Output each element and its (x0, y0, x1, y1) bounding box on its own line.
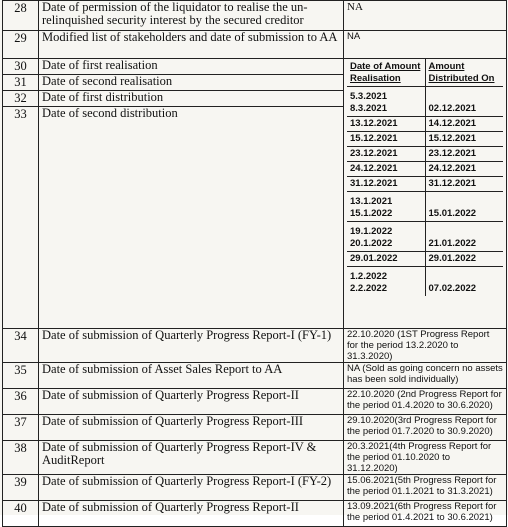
realisation-date-line: 2.2.2022 (350, 283, 387, 294)
distribution-row (347, 222, 503, 252)
distribution-date: 23.12.2021 (425, 147, 503, 162)
row-description: Date of submission of Quarterly Progress Report-I (FY-2) (39, 475, 344, 501)
realisation-date (347, 87, 425, 117)
row-number: 37 (3, 415, 39, 441)
table-row (3, 31, 507, 59)
distribution-date: 29.01.2022 (425, 252, 503, 267)
table-row (3, 1, 507, 31)
distribution-date: 21.01.2022 (425, 222, 503, 252)
table-row (3, 501, 507, 527)
distribution-date: 31.12.2021 (425, 177, 503, 192)
distribution-date: 24.12.2021 (425, 162, 503, 177)
row-number: 39 (3, 475, 39, 501)
header-distributed: Amount Distributed On (425, 59, 503, 87)
realisation-date (347, 117, 425, 132)
row-description: Date of submission of Quarterly Progress Report-II (39, 389, 344, 415)
realisation-date-line: 31.12.2021 (350, 178, 398, 189)
distribution-date: 14.12.2021 (425, 117, 503, 132)
row-number: 31 (3, 75, 39, 91)
realisation-date-line: 19.1.2022 (350, 226, 393, 237)
distribution-row (347, 147, 503, 162)
distribution-row (347, 117, 503, 132)
row-value: 22.10.2020 (1ST Progress Report for the period 13.2.2020 to 31.3.2020) (344, 329, 507, 363)
realisation-date-line: 15.1.2022 (350, 208, 393, 219)
distribution-row (347, 87, 503, 117)
realisation-date-line: 13.12.2021 (350, 118, 398, 129)
distribution-row (347, 192, 503, 222)
header-realisation: Date of Amount Realisation (347, 59, 425, 87)
row-description: Date of second distribution (39, 107, 344, 329)
realisation-date (347, 147, 425, 162)
distribution-row (347, 162, 503, 177)
table-row (3, 389, 507, 415)
row-number: 38 (3, 441, 39, 475)
realisation-date-line: 15.12.2021 (350, 133, 398, 144)
distribution-row (347, 177, 503, 192)
distribution-date: 07.02.2022 (425, 267, 503, 297)
row-number: 36 (3, 389, 39, 415)
liquidation-status-table (2, 0, 507, 527)
row-value: 22.10.2020 (2nd Progress Report for the period 01.4.2020 to 30.6.2020) (344, 389, 507, 415)
table-row (3, 363, 507, 389)
row-description: Date of submission of Quarterly Progress Report-IV & AuditReport (39, 441, 344, 475)
row-number: 28 (3, 1, 39, 31)
row-number: 30 (3, 59, 39, 75)
row-number: 40 (3, 501, 39, 527)
distribution-cell (344, 59, 507, 329)
row-value: 15.06.2021(5th Progress Report for the period 01.1.2021 to 31.3.2021) (344, 475, 507, 501)
row-description: Date of submission of Quarterly Progress Report-II (39, 501, 344, 527)
row-description: Modified list of stakeholders and date of submission to AA (39, 31, 344, 59)
realisation-date-line: 1.2.2022 (350, 271, 387, 282)
realisation-date-line: 29.01.2022 (350, 253, 398, 264)
row-description: Date of submission of Quarterly Progress Report-I (FY-1) (39, 329, 344, 363)
row-value: 29.10.2020(3rd Progress Report for the period 01.7.2020 to 30.9.2020) (344, 415, 507, 441)
realisation-date-line: 5.3.2021 (350, 91, 387, 102)
realisation-date (347, 162, 425, 177)
row-value: NA (344, 31, 507, 59)
row-description: Date of first distribution (39, 91, 344, 107)
table-row (3, 415, 507, 441)
distribution-table (347, 59, 503, 296)
row-description: Date of second realisation (39, 75, 344, 91)
realisation-date (347, 267, 425, 297)
realisation-date-line: 20.1.2022 (350, 238, 393, 249)
row-number: 29 (3, 31, 39, 59)
realisation-date-line: 23.12.2021 (350, 148, 398, 159)
realisation-date (347, 177, 425, 192)
distribution-header-row (347, 59, 503, 87)
row-description: Date of submission of Asset Sales Report to AA (39, 363, 344, 389)
row-value: NA (Sold as going concern no assets has been sold individually) (344, 363, 507, 389)
realisation-date-line: 8.3.2021 (350, 103, 387, 114)
distribution-row (347, 267, 503, 297)
realisation-date (347, 192, 425, 222)
realisation-date-line: 13.1.2021 (350, 196, 393, 207)
table-row (3, 441, 507, 475)
table-row (3, 329, 507, 363)
realisation-date (347, 132, 425, 147)
row-number: 34 (3, 329, 39, 363)
row-value: 20.3.2021(4th Progress Report for the period 01.10.2020 to 31.12.2020) (344, 441, 507, 475)
distribution-row (347, 252, 503, 267)
realisation-date-line: 24.12.2021 (350, 163, 398, 174)
distribution-date: 15.01.2022 (425, 192, 503, 222)
row-number: 32 (3, 91, 39, 107)
row-value: 13.09.2021(6th Progress Report for the period 01.4.2021 to 30.6.2021) (344, 501, 507, 527)
table-row (3, 59, 507, 75)
row-number: 35 (3, 363, 39, 389)
row-number: 33 (3, 107, 39, 329)
row-description: Date of submission of Quarterly Progress Report-III (39, 415, 344, 441)
row-description: Date of first realisation (39, 59, 344, 75)
distribution-date: 15.12.2021 (425, 132, 503, 147)
row-description: Date of permission of the liquidator to realise the un-relinquished security interest by the secured creditor (39, 1, 344, 31)
row-value: NA (344, 1, 507, 31)
realisation-date (347, 252, 425, 267)
table-row (3, 475, 507, 501)
realisation-date (347, 222, 425, 252)
distribution-row (347, 132, 503, 147)
distribution-date: 02.12.2021 (425, 87, 503, 117)
